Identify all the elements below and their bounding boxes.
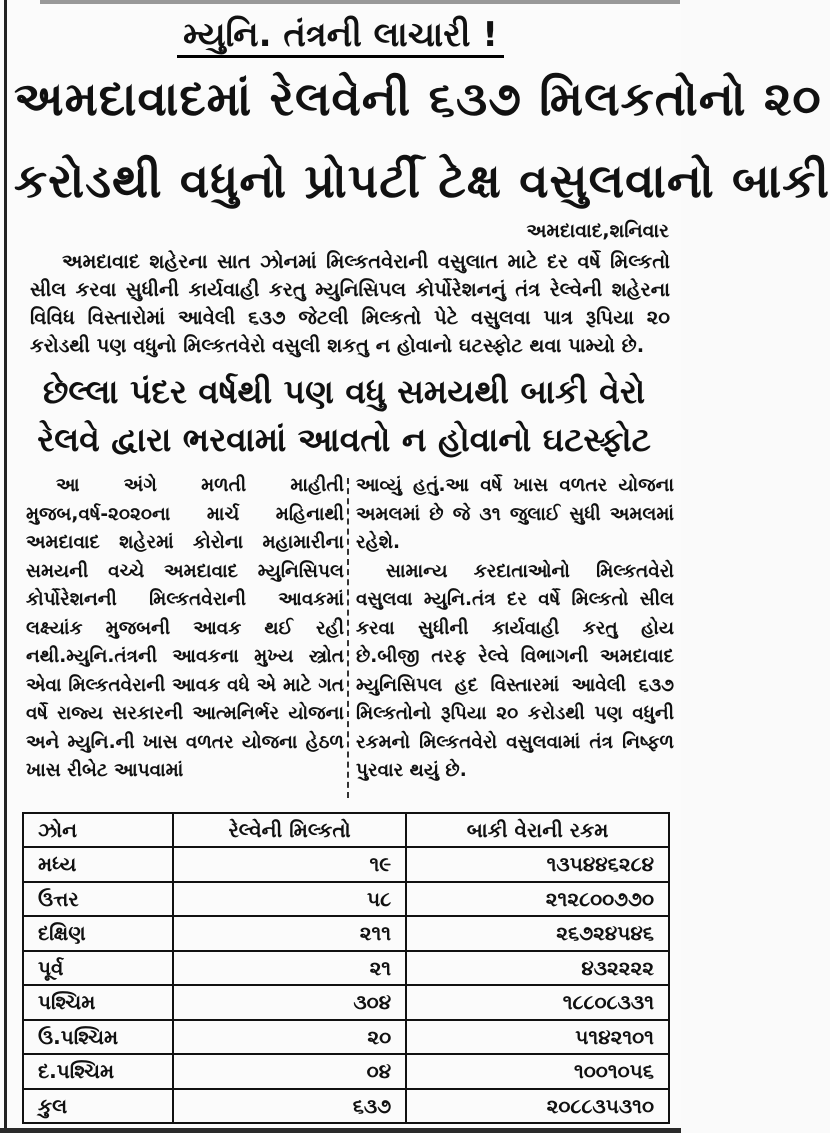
cell-pending-tax: ૧૩૫૪૪૬૨૮૪ [406, 847, 669, 882]
kicker-text: મ્યુનિ. તંત્રની લાચારી ! [177, 15, 504, 58]
cell-zone: દક્ષિણ [23, 916, 173, 951]
cell-pending-tax: ૪૩૨૨૨૨ [406, 951, 669, 986]
body-column-left [26, 472, 344, 786]
cell-railway-properties: ૨૧૧ [173, 916, 406, 951]
cell-railway-properties: ૨૧ [173, 951, 406, 986]
cell-railway-properties: ૩૦૪ [173, 985, 406, 1020]
cell-pending-tax: ૨૦૮૮૩૫૩૧૦ [406, 1089, 669, 1124]
cell-railway-properties: ૨૦ [173, 1020, 406, 1055]
headline-line-1: અમદાવાદમાં રેલવેની ૬૩૭ મિલકતોનો ૨૦ [14, 72, 822, 127]
left-column-text: આ અંગે મળતી માહીતી મુજબ,વર્ષ-૨૦૨૦ના માર્ચ મહિનાથી અમદાવાદ શહેરમાં કોરોના મહામારીના સમયની વચ્ચે અમદાવાદ મ્યુનિસિપલ કોર્પોરેશનની મિલ્કતવેરાની આવકમાં લક્ષ્યાંક મુજબની આવક થઈ રહી નથી.મ્યુનિ.તંત્રની આવકના મુખ્ય સ્ત્રોત એવા મિલ્કતવેરાની આવક વધે એ માટે ગત વર્ષે રાજ્ય સરકારની આત્મનિર્ભર યોજના અને મ્યુનિ.ની ખાસ વળતર યોજના હેઠળ ખાસ રીબેટ આપવામાં [26, 475, 344, 781]
cell-zone: ઉ.પશ્ચિમ [23, 1020, 173, 1055]
property-tax-table [22, 812, 670, 1124]
table-row [23, 1020, 669, 1055]
table-row [23, 1089, 669, 1124]
cell-zone: પશ્ચિમ [23, 985, 173, 1020]
column-divider [347, 478, 349, 798]
table-row [23, 916, 669, 951]
intro-paragraph [30, 248, 670, 360]
cell-pending-tax: ૧૦૦૧૦૫૬ [406, 1054, 669, 1089]
header-railway-properties: રેલ્વેની મિલ્કતો [173, 813, 406, 847]
cell-railway-properties: ૦૪ [173, 1054, 406, 1089]
dateline: અમદાવાદ,શનિવાર [526, 220, 669, 242]
subheading-line-2: રેલવે દ્વારા ભરવામાં આવતો ન હોવાનો ઘટસ્ફોટ [37, 420, 651, 459]
table-row [23, 951, 669, 986]
table-row [23, 1054, 669, 1089]
table-row [23, 847, 669, 882]
zone-table [22, 812, 670, 1124]
kicker-heading [0, 14, 681, 56]
headline-line-2: કરોડથી વધુનો પ્રોપર્ટી ટેક્ષ વસુલવાનો બાકી [14, 154, 830, 209]
cell-pending-tax: ૨૧૨૮૦૦૭૭૦ [406, 882, 669, 917]
cell-pending-tax: ૨૬૭૨૪૫૪૬ [406, 916, 669, 951]
cell-zone: મધ્ય [23, 847, 173, 882]
cell-railway-properties: ૫૮ [173, 882, 406, 917]
cell-railway-properties: ૧૯ [173, 847, 406, 882]
cell-zone: કુલ [23, 1089, 173, 1124]
cell-zone: દ.પશ્ચિમ [23, 1054, 173, 1089]
left-border-rule [4, 0, 7, 1133]
right-column-text-1: આવ્યું હતું.આ વર્ષે ખાસ વળતર યોજના અમલમાં છે જે ૩૧ જુલાઈ સુધી અમલમાં રહેશે. [356, 475, 674, 553]
subheading-line-1: છેલ્લા પંદર વર્ષથી પણ વધુ સમયથી બાકી વેરો [42, 372, 646, 411]
header-zone: ઝોન [23, 813, 173, 847]
right-column-text-2: સામાન્ય કરદાતાઓનો મિલ્કતવેરો વસુલવા મ્યુનિ.તંત્ર દર વર્ષે મિલ્કતો સીલ કરવા સુધીની કાર્યવાહી કરતુ હોય છે.બીજી તરફ રેલ્વે વિભાગની અમદાવાદ મ્યુનિસિપલ હદ વિસ્તારમાં આવેલી ૬૩૭ મિલ્કતોનો રૂપિયા ૨૦ કરોડથી પણ વધુની રકમનો મિલ્કતવેરો વસુલવામાં તંત્ર નિષ્ફળ પુરવાર થયું છે. [356, 560, 674, 781]
table-header-row [23, 813, 669, 847]
table-row [23, 882, 669, 917]
table-row [23, 985, 669, 1020]
cell-railway-properties: ૬૩૭ [173, 1089, 406, 1124]
cell-zone: પૂર્વ [23, 951, 173, 986]
cell-zone: ઉત્તર [23, 882, 173, 917]
cell-pending-tax: ૧૮૮૦૮૩૩૧ [406, 985, 669, 1020]
bottom-border-rule [0, 1128, 681, 1133]
header-pending-tax: બાકી વેરાની રકમ [406, 813, 669, 847]
top-border-rule [40, 0, 680, 4]
intro-text: અમદાવાદ શહેરના સાત ઝોનમાં મિલ્કતવેરાની વસુલાત માટે દર વર્ષે મિલ્કતો સીલ કરવા સુધીની કાર્યવાહી કરતુ મ્યુનિસિપલ કોર્પોરેશનનું તંત્ર રેલ્વેની શહેરના વિવિધ વિસ્તારોમાં આવેલી ૬૩૭ જેટલી મિલ્કતો પેટે વસુલવા પાત્ર રૂપિયા ૨૦ કરોડથી પણ વધુનો મિલ્કતવેરો વસુલી શકતુ ન હોવાનો ઘટસ્ફોટ થવા પામ્યો છે. [30, 250, 670, 357]
cell-pending-tax: ૫૧૪૨૧૦૧ [406, 1020, 669, 1055]
body-column-right [356, 472, 674, 786]
